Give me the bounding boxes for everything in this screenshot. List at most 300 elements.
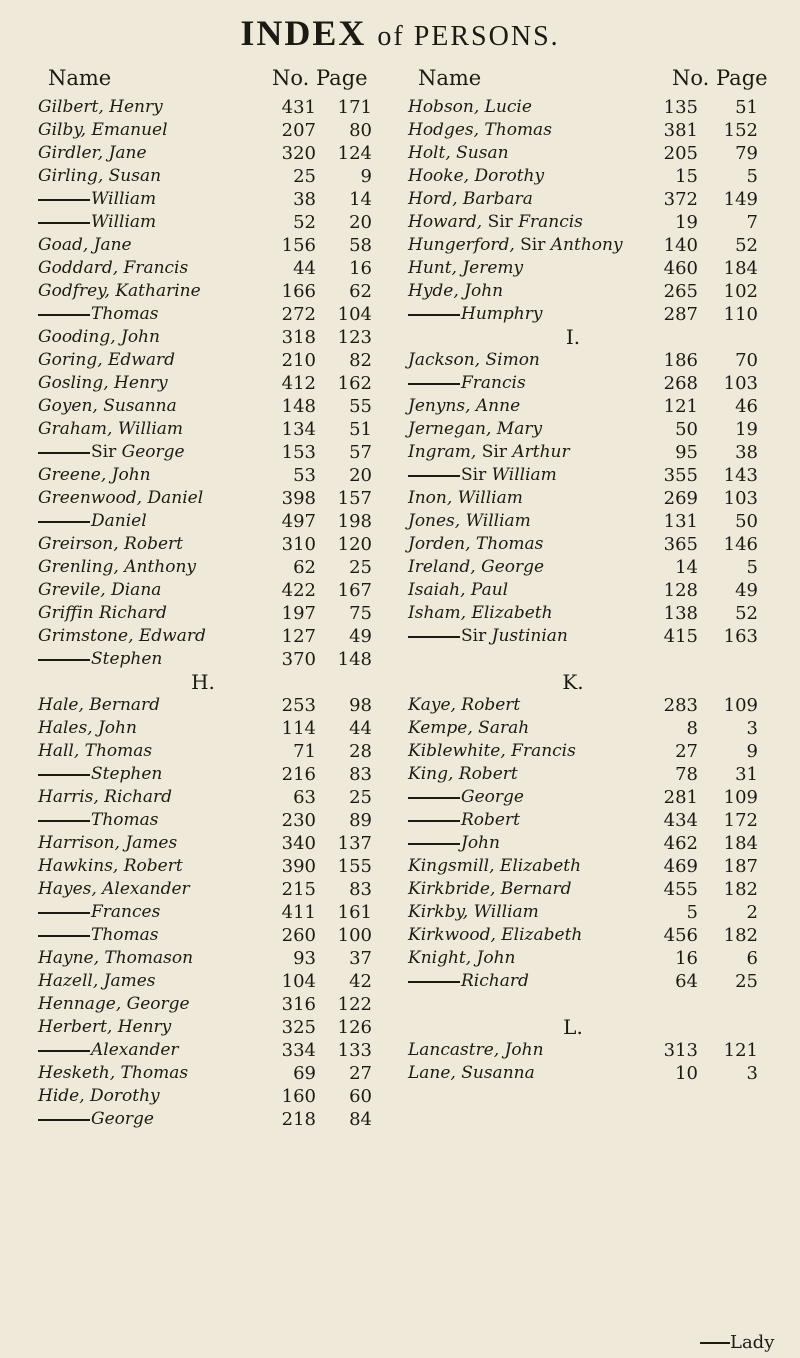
- entry-name: [38, 487, 203, 510]
- entry-given-name: Girling, Susan: [38, 166, 162, 186]
- index-entry: [38, 579, 372, 602]
- entry-given-name: Kaye, Robert: [408, 695, 521, 715]
- index-entry: [408, 372, 758, 395]
- entry-page: 83: [349, 764, 372, 785]
- index-entry: [38, 809, 372, 832]
- section-letter: [408, 993, 738, 1016]
- entry-number: 334: [281, 1040, 316, 1061]
- index-entry: [408, 556, 758, 579]
- entry-given-name: Kingsmill, Elizabeth: [408, 856, 582, 876]
- entry-number: 216: [281, 764, 316, 785]
- entry-page: 167: [337, 580, 372, 601]
- entry-page: 122: [337, 994, 372, 1015]
- index-entry: [38, 119, 372, 142]
- entry-page: 37: [349, 948, 372, 969]
- entry-page: 16: [349, 258, 372, 279]
- entry-number: 14: [675, 557, 698, 578]
- entry-name: [38, 832, 177, 855]
- entry-number: 269: [663, 488, 698, 509]
- entry-name: [38, 510, 147, 533]
- index-entry: [408, 579, 758, 602]
- entry-name: [408, 786, 524, 809]
- entry-name: [38, 441, 185, 464]
- entry-number: 95: [675, 442, 698, 463]
- entry-number: 316: [281, 994, 316, 1015]
- entry-number: 148: [281, 396, 316, 417]
- entry-name: [38, 579, 161, 602]
- entry-page: 163: [723, 626, 758, 647]
- entry-given-name: Hayne, Thomason: [38, 948, 194, 968]
- index-entry: [38, 441, 372, 464]
- entry-number: 93: [293, 948, 316, 969]
- index-entry: [38, 924, 372, 947]
- entry-given-name: Graham, William: [38, 419, 184, 439]
- index-entry: [408, 487, 758, 510]
- entry-page: 51: [735, 97, 758, 118]
- entry-page: 120: [337, 534, 372, 555]
- entry-number: 370: [281, 649, 316, 670]
- index-entry: [38, 648, 372, 671]
- index-entry: [408, 395, 758, 418]
- entry-number: 53: [293, 465, 316, 486]
- index-entry: [38, 510, 372, 533]
- section-letter: H.: [191, 670, 215, 694]
- entry-name: [408, 809, 520, 832]
- entry-number: 265: [663, 281, 698, 302]
- entry-page: 187: [723, 856, 758, 877]
- index-entry: [408, 740, 758, 763]
- index-entry: [38, 395, 372, 418]
- entry-title: Sir: [520, 235, 551, 255]
- entry-page: 157: [337, 488, 372, 509]
- entry-name: [38, 878, 190, 901]
- entry-page: 20: [349, 212, 372, 233]
- entry-page: 55: [349, 396, 372, 417]
- entry-number: 52: [293, 212, 316, 233]
- entry-given-name: Grevile, Diana: [38, 580, 162, 600]
- index-entry: [38, 740, 372, 763]
- entry-surname: Ingram,: [408, 442, 482, 462]
- index-entry: [408, 947, 758, 970]
- entry-page: 149: [723, 189, 758, 210]
- entry-page: 75: [349, 603, 372, 624]
- entry-number: 10: [675, 1063, 698, 1084]
- entry-given-name: William: [491, 465, 557, 485]
- entry-number: 390: [281, 856, 316, 877]
- entry-name: [408, 970, 529, 993]
- header-name-left: Name: [48, 66, 112, 90]
- entry-number: 230: [281, 810, 316, 831]
- entry-given-name: Hunt, Jeremy: [408, 258, 524, 278]
- index-entry: [38, 947, 372, 970]
- entry-number: 210: [281, 350, 316, 371]
- entry-page: 109: [723, 787, 758, 808]
- entry-page: 9: [746, 741, 758, 762]
- ditto-dash: [408, 636, 460, 638]
- entry-page: 84: [349, 1109, 372, 1130]
- entry-given-name: George: [121, 442, 185, 462]
- entry-number: 456: [663, 925, 698, 946]
- entry-page: 148: [337, 649, 372, 670]
- entry-name: [408, 1062, 535, 1085]
- entry-number: 325: [281, 1017, 316, 1038]
- entry-given-name: Knight, John: [408, 948, 516, 968]
- entry-name: [408, 510, 531, 533]
- entry-given-name: Harris, Richard: [38, 787, 173, 807]
- entry-number: 71: [293, 741, 316, 762]
- index-entry: [38, 1062, 372, 1085]
- entry-name: [408, 142, 509, 165]
- entry-number: 186: [663, 350, 698, 371]
- entry-number: 153: [281, 442, 316, 463]
- entry-given-name: Hyde, John: [408, 281, 504, 301]
- entry-given-name: Jones, William: [408, 511, 531, 531]
- entry-number: 160: [281, 1086, 316, 1107]
- entry-number: 497: [281, 511, 316, 532]
- index-entry: [38, 487, 372, 510]
- index-entry: [38, 855, 372, 878]
- entry-given-name: Kiblewhite, Francis: [408, 741, 576, 761]
- entry-given-name: Goad, Jane: [38, 235, 132, 255]
- index-entry: [408, 786, 758, 809]
- entry-page: 5: [746, 557, 758, 578]
- entry-given-name: Greenwood, Daniel: [38, 488, 204, 508]
- entry-name: [38, 372, 168, 395]
- entry-page: 152: [723, 120, 758, 141]
- index-entry: [408, 188, 758, 211]
- entry-given-name: Gosling, Henry: [38, 373, 168, 393]
- entry-name: [38, 855, 183, 878]
- index-entry: [38, 349, 372, 372]
- entry-number: 197: [281, 603, 316, 624]
- entry-name: [38, 1108, 154, 1131]
- entry-name: [38, 648, 162, 671]
- entry-page: 182: [723, 879, 758, 900]
- index-entry: [38, 96, 372, 119]
- entry-given-name: George: [91, 1109, 154, 1129]
- entry-name: [38, 1085, 160, 1108]
- index-entry: [408, 855, 758, 878]
- entry-name: [408, 464, 557, 487]
- entry-name: [38, 717, 137, 740]
- index-entry: [38, 993, 372, 1016]
- entry-page: 27: [349, 1063, 372, 1084]
- index-entry: [408, 901, 758, 924]
- entry-page: 31: [735, 764, 758, 785]
- entry-name: [38, 96, 163, 119]
- entry-page: 143: [723, 465, 758, 486]
- entry-number: 131: [663, 511, 698, 532]
- entry-page: 25: [735, 971, 758, 992]
- ditto-dash: [38, 659, 90, 661]
- entry-given-name: John: [461, 833, 500, 853]
- entry-name: [38, 418, 183, 441]
- entry-number: 469: [663, 856, 698, 877]
- entry-given-name: Stephen: [91, 764, 163, 784]
- entry-given-name: Gilbert, Henry: [38, 97, 163, 117]
- entry-page: 14: [349, 189, 372, 210]
- entry-page: 49: [735, 580, 758, 601]
- entry-number: 121: [663, 396, 698, 417]
- entry-page: 123: [337, 327, 372, 348]
- entry-page: 79: [735, 143, 758, 164]
- index-entry: [38, 901, 372, 924]
- index-entry: [38, 1039, 372, 1062]
- entry-given-name: Robert: [461, 810, 520, 830]
- entry-name: [408, 418, 542, 441]
- entry-name: [408, 763, 518, 786]
- index-entry: [38, 257, 372, 280]
- entry-number: 134: [281, 419, 316, 440]
- ditto-dash: [38, 912, 90, 914]
- entry-number: 114: [281, 718, 316, 739]
- right-column: [408, 96, 758, 1085]
- entry-page: 62: [349, 281, 372, 302]
- entry-given-name: Hawkins, Robert: [38, 856, 183, 876]
- entry-name: [408, 1039, 544, 1062]
- section-letter: K.: [562, 670, 584, 694]
- entry-number: 434: [663, 810, 698, 831]
- ditto-dash: [38, 521, 90, 523]
- entry-given-name: Hayes, Alexander: [38, 879, 190, 899]
- entry-number: 398: [281, 488, 316, 509]
- entry-number: 19: [675, 212, 698, 233]
- entry-name: [408, 556, 544, 579]
- entry-number: 38: [293, 189, 316, 210]
- entry-name: [38, 326, 160, 349]
- entry-number: 455: [663, 879, 698, 900]
- entry-given-name: Harrison, James: [38, 833, 178, 853]
- entry-given-name: Hesketh, Thomas: [38, 1063, 189, 1083]
- entry-page: 46: [735, 396, 758, 417]
- entry-given-name: Jenyns, Anne: [408, 396, 521, 416]
- entry-number: 135: [663, 97, 698, 118]
- index-entry: [408, 1062, 758, 1085]
- entry-name: [38, 257, 188, 280]
- entry-name: [38, 1062, 188, 1085]
- entry-given-name: Hales, John: [38, 718, 137, 738]
- entry-name: [38, 234, 132, 257]
- entry-given-name: Greene, John: [38, 465, 151, 485]
- entry-page: 182: [723, 925, 758, 946]
- entry-given-name: Justinian: [491, 626, 568, 646]
- entry-number: 253: [281, 695, 316, 716]
- entry-page: 83: [349, 879, 372, 900]
- index-entry: [38, 602, 372, 625]
- entry-name: [38, 556, 196, 579]
- entry-number: 415: [663, 626, 698, 647]
- entry-title: Sir: [461, 626, 492, 646]
- entry-given-name: Goddard, Francis: [38, 258, 189, 278]
- entry-page: 52: [735, 235, 758, 256]
- entry-given-name: Kirkwood, Elizabeth: [408, 925, 583, 945]
- entry-number: 205: [663, 143, 698, 164]
- entry-page: 184: [723, 833, 758, 854]
- entry-number: 365: [663, 534, 698, 555]
- entry-given-name: Griffin Richard: [38, 603, 167, 623]
- entry-name: [38, 349, 175, 372]
- entry-number: 412: [281, 373, 316, 394]
- entry-number: 62: [293, 557, 316, 578]
- entry-number: 215: [281, 879, 316, 900]
- entry-name: [408, 625, 568, 648]
- entry-page: 161: [337, 902, 372, 923]
- entry-given-name: Kempe, Sarah: [408, 718, 530, 738]
- entry-given-name: Goring, Edward: [38, 350, 176, 370]
- ditto-dash: [408, 383, 460, 385]
- entry-page: 6: [746, 948, 758, 969]
- index-entry: [408, 510, 758, 533]
- entry-name: [408, 947, 516, 970]
- entry-name: [408, 372, 526, 395]
- entry-given-name: Hall, Thomas: [38, 741, 153, 761]
- entry-given-name: Thomas: [91, 925, 159, 945]
- index-entry: [408, 96, 758, 119]
- entry-page: 3: [746, 1063, 758, 1084]
- entry-name: [38, 763, 162, 786]
- entry-page: 7: [746, 212, 758, 233]
- entry-number: 25: [293, 166, 316, 187]
- entry-given-name: Francis: [461, 373, 526, 393]
- entry-number: 15: [675, 166, 698, 187]
- entry-page: 124: [337, 143, 372, 164]
- entry-page: 133: [337, 1040, 372, 1061]
- entry-number: 128: [663, 580, 698, 601]
- entry-name: [38, 625, 206, 648]
- entry-name: [408, 441, 570, 464]
- index-entry: [38, 786, 372, 809]
- entry-page: 25: [349, 557, 372, 578]
- ditto-dash: [408, 843, 460, 845]
- entry-given-name: Jackson, Simon: [408, 350, 540, 370]
- ditto-dash: [408, 981, 460, 983]
- entry-given-name: Hodges, Thomas: [408, 120, 552, 140]
- entry-number: 431: [281, 97, 316, 118]
- entry-name: [408, 855, 581, 878]
- ditto-dash: [38, 222, 90, 224]
- index-entry: [38, 763, 372, 786]
- index-entry: [408, 970, 758, 993]
- entry-given-name: Anthony: [550, 235, 623, 255]
- entry-number: 260: [281, 925, 316, 946]
- index-entry: [38, 188, 372, 211]
- entry-number: 281: [663, 787, 698, 808]
- entry-surname: Hungerford,: [408, 235, 521, 255]
- entry-number: 64: [675, 971, 698, 992]
- entry-page: 171: [337, 97, 372, 118]
- entry-given-name: Hide, Dorothy: [38, 1086, 160, 1106]
- entry-page: 137: [337, 833, 372, 854]
- entry-page: 100: [337, 925, 372, 946]
- index-entry: [408, 763, 758, 786]
- index-entry: [408, 464, 758, 487]
- entry-name: [408, 717, 529, 740]
- entry-given-name: Humphry: [461, 304, 543, 324]
- entry-name: [408, 487, 523, 510]
- index-entry: [408, 694, 758, 717]
- index-entry: [38, 878, 372, 901]
- ditto-dash: [408, 820, 460, 822]
- entry-page: 51: [349, 419, 372, 440]
- ditto-dash: [38, 1119, 90, 1121]
- entry-given-name: Grenling, Anthony: [38, 557, 197, 577]
- entry-page: 98: [349, 695, 372, 716]
- entry-given-name: Hobson, Lucie: [408, 97, 532, 117]
- entry-name: [38, 809, 159, 832]
- page-title: INDEX of PERSONS.: [240, 13, 560, 53]
- entry-title: Sir: [487, 212, 519, 232]
- entry-surname: Howard,: [408, 212, 488, 232]
- entry-name: [38, 303, 159, 326]
- entry-given-name: Godfrey, Katharine: [38, 281, 201, 301]
- entry-page: 3: [746, 718, 758, 739]
- entry-name: [38, 1016, 171, 1039]
- index-entry: [408, 625, 758, 648]
- entry-number: 422: [281, 580, 316, 601]
- index-entry: [38, 142, 372, 165]
- entry-name: [408, 234, 623, 257]
- entry-number: 310: [281, 534, 316, 555]
- entry-page: 42: [349, 971, 372, 992]
- entry-name: [408, 694, 520, 717]
- entry-page: 162: [337, 373, 372, 394]
- entry-number: 372: [663, 189, 698, 210]
- ditto-dash: [408, 797, 460, 799]
- entry-name: [38, 188, 156, 211]
- entry-page: 52: [735, 603, 758, 624]
- entry-name: [408, 165, 544, 188]
- index-entry: [408, 878, 758, 901]
- entry-page: 110: [723, 304, 758, 325]
- entry-given-name: Kirkbride, Bernard: [408, 879, 572, 899]
- entry-name: [38, 464, 151, 487]
- section-letter: I.: [565, 325, 581, 349]
- entry-name: [408, 96, 532, 119]
- entry-given-name: Francis: [518, 212, 583, 232]
- entry-given-name: Grimstone, Edward: [38, 626, 206, 646]
- index-entry: [38, 625, 372, 648]
- entry-page: 50: [735, 511, 758, 532]
- ditto-dash: [38, 314, 90, 316]
- entry-number: 138: [663, 603, 698, 624]
- entry-given-name: George: [461, 787, 524, 807]
- entry-page: 109: [723, 695, 758, 716]
- entry-page: 102: [723, 281, 758, 302]
- entry-name: [38, 395, 177, 418]
- entry-given-name: Hale, Bernard: [38, 695, 161, 715]
- entry-page: 146: [723, 534, 758, 555]
- ditto-dash: [38, 199, 90, 201]
- index-entry: [38, 464, 372, 487]
- index-entry: [408, 441, 758, 464]
- entry-name: [408, 280, 503, 303]
- entry-number: 44: [293, 258, 316, 279]
- index-entry: [38, 970, 372, 993]
- index-entry: [38, 303, 372, 326]
- entry-number: 462: [663, 833, 698, 854]
- entry-page: 198: [337, 511, 372, 532]
- entry-given-name: William: [91, 212, 157, 232]
- entry-name: [408, 349, 540, 372]
- entry-number: 340: [281, 833, 316, 854]
- entry-given-name: Alexander: [91, 1040, 179, 1060]
- entry-number: 16: [675, 948, 698, 969]
- entry-name: [408, 579, 508, 602]
- entry-given-name: Thomas: [91, 810, 159, 830]
- entry-number: 218: [281, 1109, 316, 1130]
- index-entry: [38, 280, 372, 303]
- entry-name: [38, 602, 167, 625]
